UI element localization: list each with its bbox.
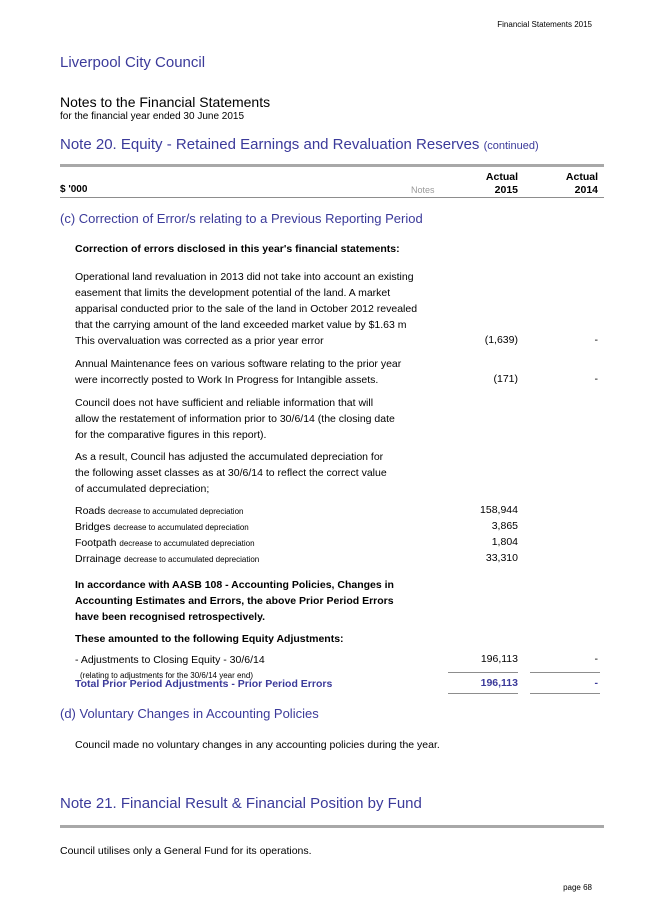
section-c-heading: (c) Correction of Error/s relating to a Previous Reporting Period	[60, 211, 423, 226]
adjustment-value-2014: -	[594, 653, 598, 665]
para2-value-2014: -	[594, 373, 598, 385]
asset-row	[75, 552, 259, 568]
total-underline-2015	[448, 693, 518, 694]
asset-desc: decrease to accumulated depreciation	[108, 507, 244, 516]
aasb-line: have been recognised retrospectively.	[75, 611, 266, 623]
col-unit: $ '000	[60, 184, 88, 195]
asset-value: 1,804	[491, 536, 518, 548]
asset-value: 3,865	[491, 520, 518, 532]
note21-rule	[60, 825, 604, 828]
section-c-subheading: Correction of errors disclosed in this year's financial statements:	[75, 243, 400, 255]
page-subtitle: for the financial year ended 30 June 2015	[60, 111, 245, 122]
aasb-line: Accounting Estimates and Errors, the above Prior Period Errors	[75, 595, 394, 607]
header-rule	[60, 197, 604, 198]
note20-heading	[60, 136, 539, 153]
asset-row	[75, 520, 249, 536]
para3-line: for the comparative figures in this report).	[75, 429, 267, 441]
page-title: Notes to the Financial Statements	[60, 94, 271, 110]
asset-desc: decrease to accumulated depreciation	[124, 555, 260, 564]
note20-continued: (continued)	[483, 140, 539, 152]
para3-line: allow the restatement of information prior to 30/6/14 (the closing date	[75, 413, 395, 425]
note20-title: Note 20. Equity - Retained Earnings and Revaluation Reserves	[60, 136, 480, 153]
council-name: Liverpool City Council	[60, 54, 206, 71]
para1-line: apparisal conducted prior to the sale of the land in October 2012 revealed	[75, 303, 418, 315]
total-value-2015: 196,113	[480, 677, 518, 689]
col-year-2015: 2015	[494, 184, 518, 196]
para4-line: the following asset classes as at 30/6/14 to reflect the correct value	[75, 467, 387, 479]
col-actual-2014: Actual	[565, 171, 598, 183]
para1-line: that the carrying amount of the land exceeded market value by $1.63 m	[75, 319, 407, 331]
para1-value-2015: (1,639)	[484, 334, 518, 346]
total-value-2014: -	[594, 677, 598, 689]
para1-line: easement that limits the development potential of the land. A market	[75, 287, 391, 299]
adjustment-note: (relating to adjustments for the 30/6/14 year end)	[80, 671, 253, 680]
col-actual-2015: Actual	[485, 171, 518, 183]
para1-value-2014: -	[594, 334, 598, 346]
para2-line: were incorrectly posted to Work In Progress for Intangible assets.	[75, 374, 379, 386]
asset-desc: decrease to accumulated depreciation	[119, 539, 255, 548]
para2-value-2015: (171)	[493, 373, 518, 385]
note21-text: Council utilises only a General Fund for its operations.	[60, 845, 312, 857]
asset-value: 158,944	[480, 504, 518, 516]
asset-name: Bridges	[75, 521, 111, 533]
para2-line: Annual Maintenance fees on various software relating to the prior year	[75, 358, 402, 370]
asset-name: Drrainage	[75, 553, 122, 565]
section-d-heading: (d) Voluntary Changes in Accounting Policies	[60, 706, 319, 721]
para3-line: Council does not have sufficient and reliable information that will	[75, 397, 374, 409]
asset-name: Roads	[75, 505, 106, 517]
para4-line: As a result, Council has adjusted the accumulated depreciation for	[75, 451, 384, 463]
section-d-text: Council made no voluntary changes in any accounting policies during the year.	[75, 739, 440, 751]
adjustment-label: - Adjustments to Closing Equity - 30/6/14	[75, 654, 265, 666]
para4-line: of accumulated depreciation;	[75, 483, 210, 495]
total-underline-2014	[530, 693, 600, 694]
asset-value: 33,310	[485, 552, 518, 564]
page-number: page 68	[563, 883, 592, 892]
aasb-line: In accordance with AASB 108 - Accounting Policies, Changes in	[75, 579, 394, 591]
para1-line: This overvaluation was corrected as a prior year error	[75, 335, 324, 347]
note20-rule	[60, 164, 604, 167]
asset-row	[75, 536, 255, 552]
adjustment-value-2015: 196,113	[480, 653, 518, 665]
total-rule-2015	[448, 672, 518, 673]
para1-line: Operational land revaluation in 2013 did not take into account an existing	[75, 271, 414, 283]
total-label: Total Prior Period Adjustments - Prior Period Errors	[75, 678, 333, 690]
col-notes: Notes	[411, 185, 435, 195]
col-year-2014: 2014	[574, 184, 598, 196]
total-rule-2014	[530, 672, 600, 673]
asset-desc: decrease to accumulated depreciation	[113, 523, 249, 532]
document-label: Financial Statements 2015	[497, 20, 592, 29]
equity-adjustments-heading: These amounted to the following Equity Adjustments:	[75, 633, 344, 645]
note21-heading: Note 21. Financial Result & Financial Position by Fund	[60, 795, 422, 812]
asset-name: Footpath	[75, 537, 117, 549]
asset-row	[75, 504, 243, 520]
